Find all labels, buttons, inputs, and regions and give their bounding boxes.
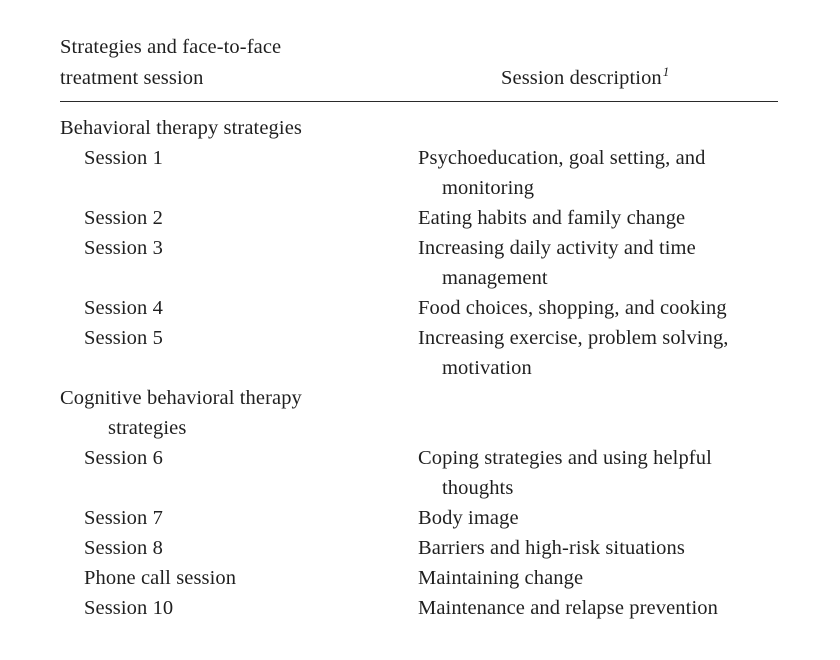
header-rule: [60, 101, 778, 102]
header-col2-label: Session description: [501, 67, 662, 89]
session-label: Session 4: [84, 297, 163, 319]
session-label: Session 5: [84, 327, 163, 349]
session-description: Psychoeducation, goal setting, and: [418, 147, 706, 169]
session-label: Session 1: [84, 147, 163, 169]
header-col2: [501, 63, 669, 93]
session-description: Maintenance and relapse prevention: [418, 597, 718, 619]
session-label: Session 8: [84, 537, 163, 559]
header-col1-line1: Strategies and face-to-face: [60, 36, 282, 58]
header-col1-line2: treatment session: [60, 67, 204, 89]
header-footnote-mark: 1: [662, 63, 670, 79]
session-description: Increasing exercise, problem solving,: [418, 327, 729, 349]
session-label: Session 3: [84, 237, 163, 259]
group-title-cont: strategies: [108, 417, 187, 439]
session-description-cont: motivation: [442, 357, 532, 379]
session-description: Food choices, shopping, and cooking: [418, 297, 727, 319]
session-description-cont: management: [442, 267, 548, 289]
session-description: Eating habits and family change: [418, 207, 686, 229]
session-label: Session 2: [84, 207, 163, 229]
session-description: Barriers and high-risk situations: [418, 537, 685, 559]
session-description-cont: thoughts: [442, 477, 514, 499]
session-description: Maintaining change: [418, 567, 584, 589]
session-description-cont: monitoring: [442, 177, 535, 199]
session-description: Body image: [418, 507, 519, 529]
session-label: Session 10: [84, 597, 174, 619]
session-label: Session 6: [84, 447, 163, 469]
session-description: Coping strategies and using helpful: [418, 447, 712, 469]
session-description: Increasing daily activity and time: [418, 237, 696, 259]
session-label: Session 7: [84, 507, 163, 529]
group-title: Cognitive behavioral therapy: [60, 387, 302, 409]
session-label: Phone call session: [84, 567, 237, 589]
group-title: Behavioral therapy strategies: [60, 117, 302, 139]
